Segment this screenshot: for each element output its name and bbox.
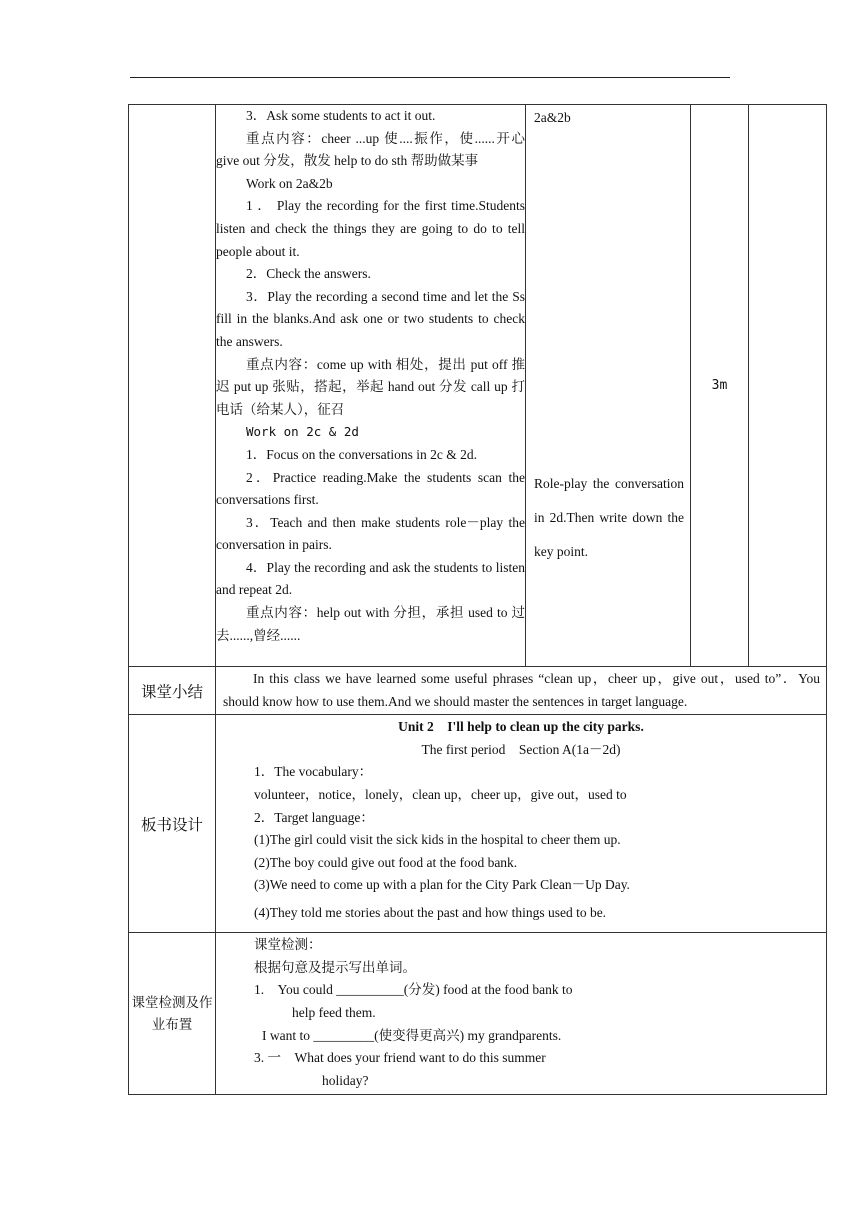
key-point-line: 重点内容：help out with 分担，承担 used to 过去......,曾经...... (216, 605, 525, 643)
target-sentence: (1)The girl could visit the sick kids in the hospital to cheer them up. (254, 832, 621, 848)
student-activity-cell (526, 105, 691, 667)
time-cell (691, 105, 749, 667)
homework-cell (216, 933, 827, 1095)
homework-label: 课堂检测及作业布置 (129, 933, 216, 1095)
summary-text: In this class we have learned some useful phrases “clean up，cheer up，give out，used to”．You should know how to use them.And we should master the sentences in target language. (223, 671, 820, 709)
teacher-activity-cell (216, 105, 539, 667)
activity-role-text: Role-play the conversation in 2d.Then write down the key point. (534, 476, 684, 559)
steps-row (129, 105, 827, 667)
homework-row (129, 933, 827, 1095)
question-3: 3. 一 What does your friend want to do this summer (254, 1050, 546, 1066)
question-2: I want to _________(使变得更高兴) my grandparents. (262, 1027, 562, 1043)
check-heading: 课堂检测： (254, 937, 322, 953)
target-sentence: (4)They told me stories about the past and how things used to be. (254, 904, 607, 920)
step-line: 1．Focus on the conversations in 2c & 2d. (246, 446, 477, 462)
target-sentence: (2)The boy could give out food at the food bank. (254, 854, 518, 870)
steps-label-cell (129, 105, 216, 667)
question-1: 1. You could __________(分发) food at the food bank to (254, 982, 573, 998)
board-title: Unit 2 I'll help to clean up the city parks. (398, 719, 644, 735)
key-point-line: 重点内容：cheer ...up 使....振作，使......开心 give out 分发，散发 help to do sth 帮助做某事 (216, 130, 539, 169)
summary-row (129, 667, 827, 715)
question-1-cont: help feed them. (292, 1004, 376, 1020)
step-line: 2．Practice reading.Make the students scan the conversations first. (216, 469, 525, 508)
check-instruction: 根据句意及提示写出单词。 (254, 959, 416, 975)
vocab-list: volunteer，notice，lonely，clean up，cheer up，give out，used to (254, 786, 627, 802)
board-cell (216, 715, 827, 933)
section-heading: Work on 2c & 2d (246, 424, 359, 440)
notes-cell (749, 105, 827, 667)
step-line: 1 ． Play the recording for the first time.Students listen and check the things they are going to do to tell people about it. (216, 198, 525, 259)
board-label: 板书设计 (129, 715, 216, 933)
step-line: 2．Check the answers. (246, 266, 371, 282)
activity-top-text: 2a&2b (534, 110, 571, 125)
step-line: 3．Play the recording a second time and let the Ss fill in the blanks.And ask one or two students to check the answers. (216, 288, 525, 349)
header-rule (130, 77, 730, 78)
section-heading: Work on 2a&2b (246, 175, 333, 191)
time-value: 3m (711, 378, 728, 393)
board-subtitle: The first period Section A(1a－2d) (421, 741, 621, 757)
lesson-plan-table (128, 104, 827, 1095)
target-sentence: (3)We need to come up with a plan for the City Park Clean－Up Day. (254, 877, 630, 893)
step-line: 3．Ask some students to act it out. (246, 108, 436, 123)
key-point-line: 重点内容：come up with 相处，提出 put off 推迟 put up 张贴，搭起，举起 hand out 分发 call up 打电话（给某人），征召 (216, 356, 525, 417)
step-line: 3．Teach and then make students role－play the conversation in pairs. (216, 514, 525, 553)
vocab-heading: 1．The vocabulary： (254, 764, 373, 780)
target-heading: 2．Target language： (254, 809, 374, 825)
board-row (129, 715, 827, 933)
step-line: 4．Play the recording and ask the students to listen and repeat 2d. (216, 559, 525, 598)
summary-cell (216, 667, 827, 715)
summary-label: 课堂小结 (129, 667, 216, 715)
question-3-cont: holiday? (322, 1072, 369, 1088)
